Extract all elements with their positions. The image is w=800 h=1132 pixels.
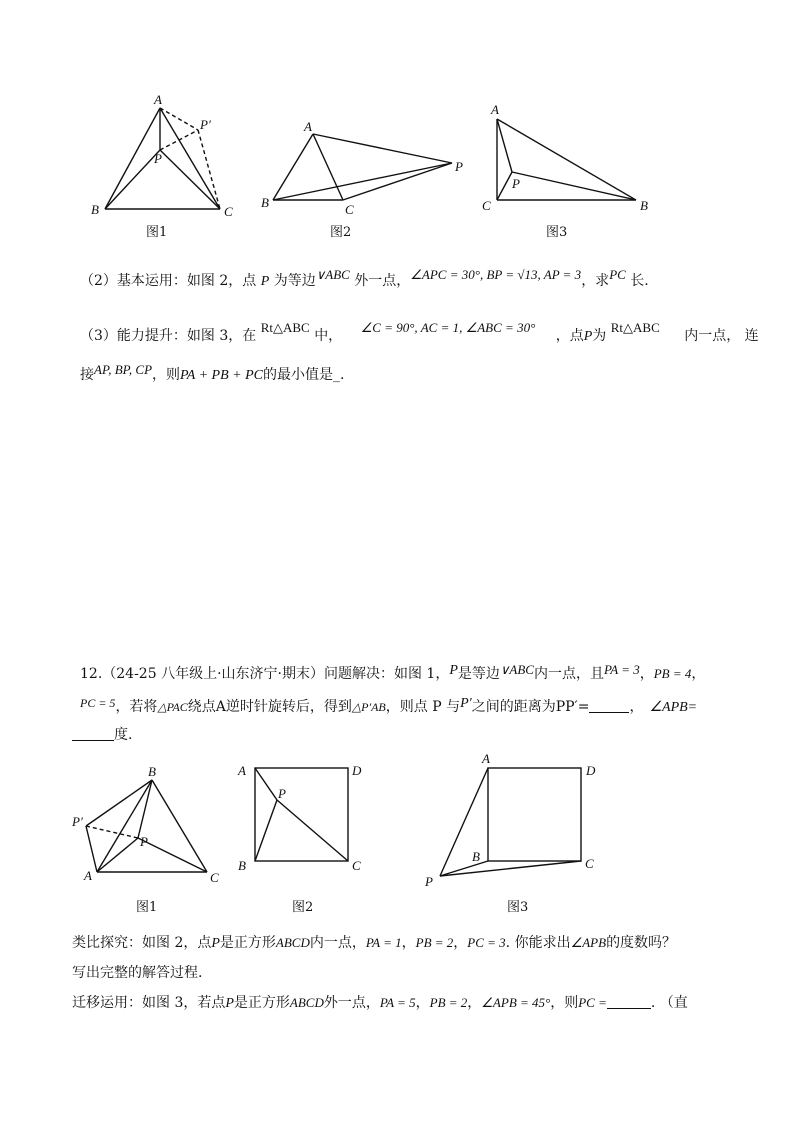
q12-l2-pp: P′ (460, 696, 472, 711)
analog-pa: PA = 1 (365, 935, 402, 950)
transfer-t5: . （直 (650, 995, 688, 1011)
q12-figure-1 (86, 780, 207, 872)
q12-fig3-label-d: D (586, 763, 596, 778)
transfer-t2: 是正方形 (233, 995, 290, 1011)
q12-fig2-label-b: B (238, 858, 246, 873)
prev-fig1-caption: 图1 (146, 225, 168, 240)
q12-fig1-caption: 图1 (136, 900, 158, 915)
q12-figure-2 (255, 768, 348, 861)
q12-l1-pb: PB = 4 (653, 666, 692, 681)
analog2-text: 写出完整的解答过程. (72, 965, 203, 981)
q12-l2-t4: 之间的距离为PP′= (471, 699, 590, 715)
part3-t11: AP, BP, CP (94, 362, 153, 377)
prev-fig1-label-c: C (224, 204, 233, 219)
prev-fig2-label-a: A (304, 119, 312, 134)
part3-t9: 内一点， 连 (684, 328, 759, 344)
transfer-t4: ，则 (550, 995, 579, 1011)
prev-figures (0, 90, 800, 240)
q12-number: 12. (80, 666, 103, 682)
transfer-pb: PB = 2 (429, 995, 468, 1010)
part3-t10: 接 (80, 367, 94, 383)
prev-fig3-caption: 图3 (546, 225, 568, 240)
transfer-sq: ABCD (289, 995, 324, 1010)
transfer-t1: 迁移运用：如图 3，若点 (72, 995, 226, 1011)
prev-fig1-label-p: P (154, 151, 162, 166)
part3-t1: （3）能力提升：如图 3，在 (80, 328, 257, 344)
q12-l1-tri: ∨ABC (499, 662, 534, 677)
part2-t6: ∠APC = 30°, BP = √13, AP = 3 (410, 267, 582, 282)
transfer-p: P (225, 996, 234, 1011)
prev-fig1-label-a: A (154, 92, 162, 107)
analog-t1: 类比探究：如图 2，点 (72, 935, 212, 951)
q12-fig3-label-c: C (585, 856, 594, 871)
transfer-ang: ∠APB = 45° (481, 995, 551, 1010)
part3-t13: PA + PB + PC (180, 368, 263, 383)
part3-t14: 的最小值是_. (262, 367, 345, 383)
part2-t3: 为等边 (269, 273, 316, 289)
analog-t5: 的度数吗？ (606, 935, 677, 951)
q12-analog-2 (72, 963, 202, 983)
q12-answer-blank-3[interactable] (607, 994, 651, 1009)
q12-fig2-caption: 图2 (292, 900, 314, 915)
transfer-t3: 外一点， (323, 995, 380, 1011)
q12-l1-c2: ， (691, 666, 706, 682)
part3-t7: 为 (592, 328, 607, 344)
q12-fig3-caption: 图3 (507, 900, 529, 915)
part3-t12: ，则 (152, 367, 181, 383)
part2-t2: P (260, 274, 270, 289)
prev-fig3-label-c: C (482, 198, 491, 213)
analog-pb: PB = 2 (415, 935, 454, 950)
q12-l1-c1: ， (639, 666, 654, 682)
q12-l2-pc: PC = 5 (80, 696, 116, 710)
q12-l2-tri2: △P′AB (351, 700, 386, 714)
q12-l2-t2: 绕点A逆时针旋转后，得到 (187, 699, 352, 715)
q12-source: （24-25 八年级上·山东济宁·期末）问题解决：如图 1， (102, 666, 450, 682)
analog-c1: ， (401, 935, 416, 951)
prev-fig3-label-b: B (640, 198, 648, 213)
prev-part3-line1 (80, 318, 759, 347)
prev-fig2-caption: 图2 (330, 225, 352, 240)
q12-fig1-label-p: P (140, 834, 148, 849)
q12-fig1-label-a: A (84, 868, 92, 883)
q12-transfer (72, 993, 688, 1014)
q12-answer-blank-2[interactable] (72, 726, 114, 741)
q12-fig3-label-a: A (482, 751, 490, 766)
q12-fig2-label-a: A (238, 763, 246, 778)
prev-fig3-label-a: A (491, 102, 499, 117)
analog-sq: ABCD (275, 935, 310, 950)
q12-l2-tri1: △PAC (157, 700, 188, 714)
analog-c2: ， (453, 935, 468, 951)
q12-l2-ang: ∠APB= (649, 700, 698, 715)
q12-l2-t5: ， (629, 699, 644, 715)
q12-fig3-label-p: P (425, 874, 433, 889)
part2-t5: 外一点， (349, 273, 411, 289)
prev-figure-2 (273, 134, 452, 200)
q12-fig2-label-p: P (278, 786, 286, 801)
part3-t2: Rt△ABC (260, 320, 310, 335)
part3-t6: P (583, 329, 593, 344)
prev-fig2-label-p: P (455, 159, 463, 174)
prev-fig3-label-p: P (512, 176, 520, 191)
q12-l3-t1: 度. (114, 727, 133, 743)
q12-fig1-label-c: C (210, 870, 219, 885)
analog-ang: ∠APB (570, 935, 607, 950)
analog-p: P (211, 936, 220, 951)
q12-l1-t1: 是等边 (457, 666, 500, 682)
part2-t9: 长. (625, 273, 649, 289)
q12-l1-pa: PA = 3 (603, 662, 640, 677)
prev-fig1-label-b: B (91, 202, 99, 217)
analog-pc: PC = 3 (467, 935, 506, 950)
q12-line2 (80, 693, 697, 718)
q12-answer-blank-1[interactable] (589, 698, 629, 713)
q12-l1-t2: 内一点，且 (533, 666, 604, 682)
q12-fig2-label-d: D (352, 763, 362, 778)
q12-l2-t3: ，则点 P 与 (385, 699, 461, 715)
transfer-pa: PA = 5 (379, 995, 416, 1010)
q12-fig1-label-b: B (148, 764, 156, 779)
q12-l1-p: P (449, 663, 458, 678)
part2-t7: ，求 (581, 273, 610, 289)
q12-fig1-label-pp: P′ (72, 814, 83, 829)
prev-fig2-label-b: B (261, 195, 269, 210)
analog-t4: . 你能求出 (505, 935, 571, 951)
part3-t4: ∠C = 90°, AC = 1, ∠ABC = 30° (360, 320, 536, 335)
part2-t4: ∨ABC (315, 267, 350, 282)
transfer-c2: ， (467, 995, 482, 1011)
part3-t8: Rt△ABC (610, 320, 660, 335)
transfer-pc: PC = (578, 995, 607, 1010)
transfer-c1: ， (415, 995, 430, 1011)
q12-fig2-label-c: C (352, 858, 361, 873)
prev-fig2-label-c: C (345, 202, 354, 217)
prev-fig1-label-pp: P′ (200, 117, 211, 132)
q12-line1 (80, 660, 705, 684)
part3-t5: ，点 (555, 328, 584, 344)
prev-part2 (80, 265, 649, 292)
part2-t8: PC (609, 267, 626, 282)
q12-figures (0, 740, 800, 920)
prev-part3-line2 (80, 360, 344, 386)
analog-t3: 内一点， (309, 935, 366, 951)
part3-t3: 中， (314, 328, 343, 344)
q12-l2-t1: ，若将 (115, 699, 158, 715)
q12-fig3-label-b: B (472, 849, 480, 864)
q12-figure-3 (440, 768, 581, 876)
analog-t2: 是正方形 (219, 935, 276, 951)
q12-analog (72, 933, 676, 954)
part2-t1: （2）基本运用：如图 2，点 (80, 273, 261, 289)
